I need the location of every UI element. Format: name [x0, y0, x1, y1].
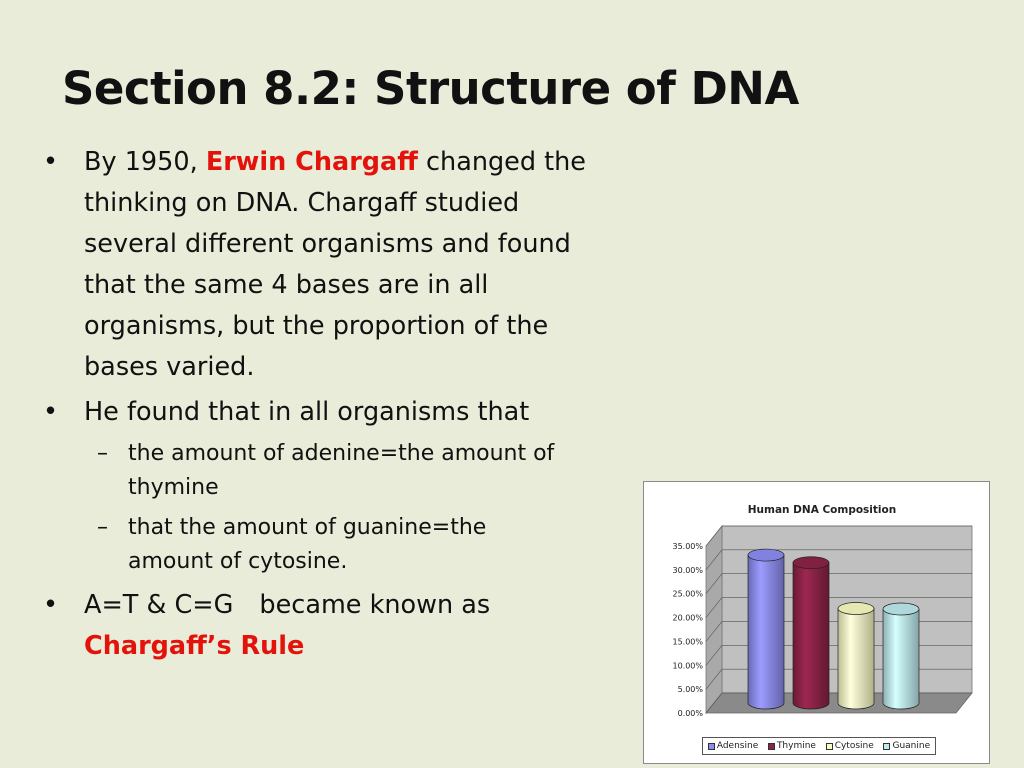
highlight-name: Erwin Chargaff: [205, 147, 418, 177]
legend-swatch-icon: [768, 743, 775, 750]
bar-cylinder-top: [748, 549, 784, 561]
y-tick-label: 5.00%: [677, 685, 703, 695]
chart-side-wall: [706, 526, 722, 713]
bullet-text: He found that in all organisms that: [84, 397, 530, 427]
y-tick-label: 35.00%: [672, 542, 703, 551]
sub-bullet-text: the amount of adenine=the amount of: [128, 441, 555, 466]
dna-composition-chart: [643, 481, 990, 764]
legend-item: [883, 741, 930, 751]
bullet-item-findings: [40, 392, 690, 433]
bar-cylinder-top: [838, 603, 874, 615]
chart-canvas: [644, 482, 989, 763]
sub-bullet-marker: –: [97, 441, 108, 466]
legend-item: [708, 741, 758, 751]
bullet-marker: •: [43, 397, 59, 427]
legend-label: Cytosine: [834, 741, 874, 751]
y-tick-label: 25.00%: [672, 589, 703, 599]
bullet-item-rule: [40, 585, 690, 667]
sub-bullet-text: amount of cytosine.: [128, 549, 348, 574]
bullet-item-chargaff: [40, 142, 690, 388]
legend-swatch-icon: [883, 743, 890, 750]
bullet-list: [40, 142, 690, 671]
y-tick-label: 30.00%: [672, 565, 703, 575]
y-tick-label: 10.00%: [672, 661, 703, 671]
legend-label: Adensine: [716, 741, 759, 751]
y-tick-label: 20.00%: [672, 613, 703, 623]
bar-cylinder: [838, 609, 874, 709]
highlight-rule: Chargaff’s Rule: [84, 631, 305, 661]
slide-title: Section 8.2: Structure of DNA: [62, 62, 799, 115]
sub-bullet-text: that the amount of guanine=the: [128, 515, 487, 540]
bar-cylinder-top: [793, 557, 829, 569]
bullet-text: changed the: [417, 147, 586, 177]
bullet-text-line: several different organisms and found: [84, 229, 571, 259]
bullet-text-line: thinking on DNA. Chargaff studied: [84, 188, 520, 218]
legend-swatch-icon: [708, 743, 715, 750]
sub-bullet-text: thymine: [128, 475, 219, 500]
legend-item: [826, 741, 874, 751]
sub-item-adenine-thymine: [40, 437, 690, 505]
bullet-text: became known as: [259, 590, 491, 620]
chart-title: Human DNA Composition: [747, 504, 897, 516]
legend-item: [768, 741, 816, 751]
chart-legend: [702, 737, 936, 755]
y-tick-label: 0.00%: [677, 709, 703, 718]
bullet-text-line: that the same 4 bases are in all: [84, 270, 489, 300]
bullet-marker: •: [43, 590, 59, 620]
legend-label: Thymine: [776, 741, 816, 751]
sub-item-guanine-cytosine: [40, 511, 690, 579]
y-tick-label: 15.00%: [672, 637, 703, 647]
bar-cylinder: [793, 563, 829, 709]
bullet-marker: •: [43, 147, 59, 177]
bar-cylinder: [883, 609, 919, 709]
legend-label: Guanine: [892, 741, 931, 751]
sub-bullet-marker: –: [97, 515, 108, 540]
bar-cylinder-top: [883, 603, 919, 615]
bar-cylinder: [748, 555, 784, 709]
bullet-text: A=T & C=G: [84, 590, 234, 620]
legend-swatch-icon: [826, 743, 833, 750]
bullet-text: By 1950,: [84, 147, 206, 177]
bullet-text-line: organisms, but the proportion of the: [84, 311, 549, 341]
bullet-text-line: bases varied.: [84, 352, 255, 382]
